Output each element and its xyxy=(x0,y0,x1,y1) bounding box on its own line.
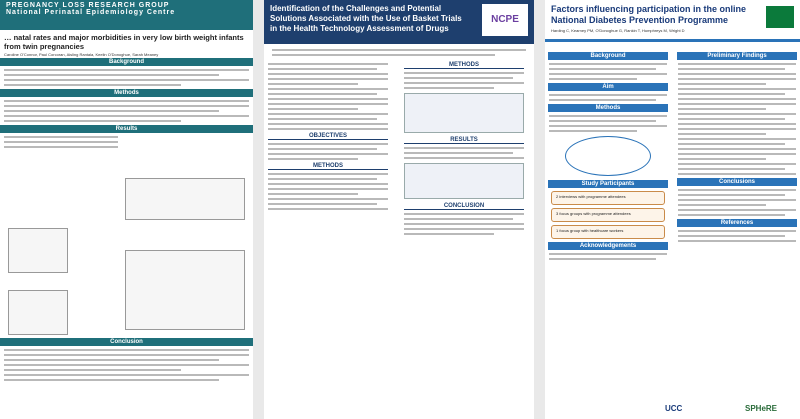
poster3-header xyxy=(545,0,800,42)
poster2-authors xyxy=(264,44,534,58)
poster1-section-background: Background xyxy=(0,58,253,66)
poster1-chart xyxy=(8,228,68,273)
poster3-section-background: Background xyxy=(548,52,668,60)
poster3-ucc-logo: UCC xyxy=(665,404,683,413)
poster3-participant-3: 1 focus group with healthcare workers xyxy=(551,225,665,239)
poster1-group: PREGNANCY LOSS RESEARCH GROUP xyxy=(6,2,170,9)
poster1-centre: National Perinatal Epidemiology Centre xyxy=(6,9,176,16)
poster2-header xyxy=(264,0,534,44)
poster3-authors: Harding C, Kearney PM, O'Donoghue G, Rankin T, Humphreys M, Wright D xyxy=(551,28,685,33)
poster3-section-methods: Methods xyxy=(548,104,668,112)
poster2-section-methods: METHODS xyxy=(404,62,524,69)
poster1-section-results: Results xyxy=(0,125,253,133)
poster2-section-objectives: OBJECTIVES xyxy=(268,133,388,140)
poster2-section-results: RESULTS xyxy=(404,137,524,144)
poster3-section-references: References xyxy=(677,219,797,227)
poster-diabetes-prevention xyxy=(545,0,800,419)
poster1-authors: Caroline O'Connor, Paul Corcoran, Aisling Rantala, Keelin O'Donoghue, Sarah Meaney xyxy=(4,52,159,57)
poster2-logo: NCPE xyxy=(482,4,528,36)
poster3-participant-2: 3 focus groups with programme attendees xyxy=(551,208,665,222)
poster3-section-acknowledgements: Acknowledgements xyxy=(548,242,668,250)
poster2-section-conclusion: CONCLUSION xyxy=(404,203,524,210)
poster1-section-conclusion: Conclusion xyxy=(0,338,253,346)
poster3-sphere-logo: SPHeRE xyxy=(745,404,778,413)
poster3-section-findings: Preliminary Findings xyxy=(677,52,797,60)
poster-basket-trials xyxy=(264,0,534,419)
poster3-diagram xyxy=(565,136,651,176)
poster3-participant-1: 2 interviews with programme attendees xyxy=(551,191,665,205)
poster2-figure xyxy=(404,93,524,133)
poster1-chart-2 xyxy=(8,290,68,335)
poster3-section-aim: Aim xyxy=(548,83,668,91)
poster3-section-conclusions: Conclusions xyxy=(677,178,797,186)
poster3-logo xyxy=(766,6,794,28)
poster2-table xyxy=(404,163,524,199)
poster1-table xyxy=(125,178,245,220)
poster3-title: Factors influencing participation in the online National Diabetes Prevention Programme xyxy=(551,4,747,25)
poster2-title: Identification of the Challenges and Potential Solutions Associated with the Use of Basket Trials in the Health Technology Assessment of Drugs xyxy=(270,4,462,33)
poster3-section-participants: Study Participants xyxy=(548,180,668,188)
poster-twin-pregnancies xyxy=(0,0,253,419)
poster1-header xyxy=(0,0,253,30)
poster1-chart-3 xyxy=(125,250,245,330)
poster1-section-methods: Methods xyxy=(0,89,253,97)
poster1-title: … natal rates and major morbidities in very low birth weight infants from twin pregnancies xyxy=(4,33,244,51)
poster2-section-methods-2: METHODS xyxy=(268,163,388,170)
